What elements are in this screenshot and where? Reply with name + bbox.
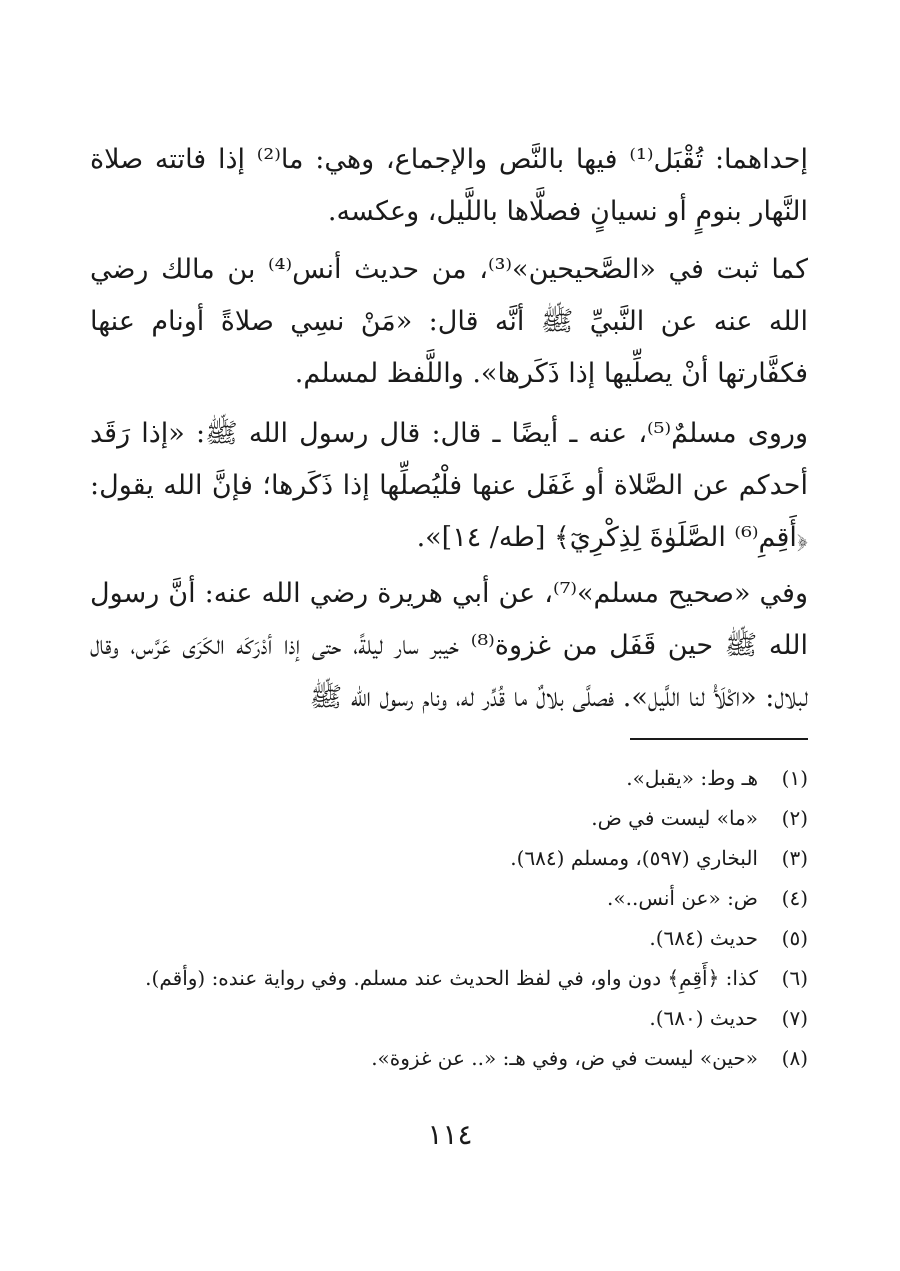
page-number: ١١٤ — [427, 1118, 473, 1151]
footnote-item — [68, 1038, 808, 1078]
paragraph-2 — [90, 244, 808, 400]
footnote-item — [68, 918, 808, 958]
paragraph-3-text: وروى مسلمٌ⁽⁵⁾، عنه ـ أيضًا ـ قال: قال رسول الله ﷺ: «إذا رَقَد أحدكم عن الصَّلاة أو غَفَل عنها فلْيُصلِّها إذا ذَكَرها؛ فإنَّ الله يقول: ﴿أَقِمِ⁽⁶⁾ الصَّلَوٰةَ لِذِكْرِيٓ﴾ [طه/ ١٤]». — [90, 418, 808, 553]
footnote-item — [68, 958, 808, 998]
footnote-item — [68, 798, 808, 838]
footnote-item — [68, 878, 808, 918]
footnote-number: (١) — [781, 766, 808, 790]
footnote-number: (٥) — [781, 926, 808, 950]
footnote-number: (٢) — [781, 806, 808, 830]
footnote-separator — [630, 738, 808, 740]
footnote-text: «حين» ليست في ض، وفي هـ: «.. عن غزوة». — [371, 1046, 758, 1070]
footnote-number: (٣) — [781, 846, 808, 870]
footnotes-list — [68, 758, 808, 1078]
paragraph-1-text: إحداهما: تُقْبَل⁽¹⁾ فيها بالنَّص والإجماع، وهي: ما⁽²⁾ إذا فاتته صلاة النَّهار بنومٍ أو نسيانٍ فصلَّاها باللَّيل، وعكسه. — [90, 144, 808, 227]
footnote-number: (٨) — [781, 1046, 808, 1070]
footnote-text: هـ وط: «يقبل». — [626, 766, 758, 790]
footnote-text: حديث (٦٨٤). — [649, 926, 758, 950]
footnote-item — [68, 838, 808, 878]
footnote-text: ض: «عن أنس..». — [607, 886, 758, 910]
paragraph-2-text: كما ثبت في «الصَّحيحين»⁽³⁾، من حديث أنس⁽⁴⁾ بن مالك رضي الله عنه عن النَّبيِّ ﷺ أنَّه قال: «مَنْ نسِي صلاةً أونام عنها فكفَّارتها أنْ يصلِّيها إذا ذَكَرها». واللَّفظ لمسلم. — [90, 254, 809, 389]
paragraph-4-text: وفي «صحيح مسلم»⁽⁷⁾، عن أبي هريرة رضي الله عنه: أنَّ رسول الله ﷺ حين قَفَل من غزوة⁽⁸⁾ خيبر سار ليلةً، حتى إذا أدْرَكَه الكَرَى عَرَّس، وقال لبلال: «اكْلَأْ لنا اللَّيل». فصلَّى بلالٌ ما قُدِّر له، ونام رسول الله ﷺ — [90, 578, 808, 713]
footnote-text: البخاري (٥٩٧)، ومسلم (٦٨٤). — [510, 846, 758, 870]
footnote-text: «ما» ليست في ض. — [591, 806, 758, 830]
footnote-number: (٤) — [781, 886, 808, 910]
paragraph-4 — [90, 568, 808, 724]
paragraph-3 — [90, 408, 808, 564]
footnote-item — [68, 998, 808, 1038]
footnote-item — [68, 758, 808, 798]
footnote-text: كذا: ﴿أَقِمِ﴾ دون واو، في لفظ الحديث عند مسلم. وفي رواية عنده: (وأقم). — [145, 966, 758, 990]
footnote-text: حديث (٦٨٠). — [649, 1006, 758, 1030]
footnote-number: (٦) — [781, 966, 808, 990]
paragraph-1 — [90, 134, 808, 238]
footnote-number: (٧) — [781, 1006, 808, 1030]
